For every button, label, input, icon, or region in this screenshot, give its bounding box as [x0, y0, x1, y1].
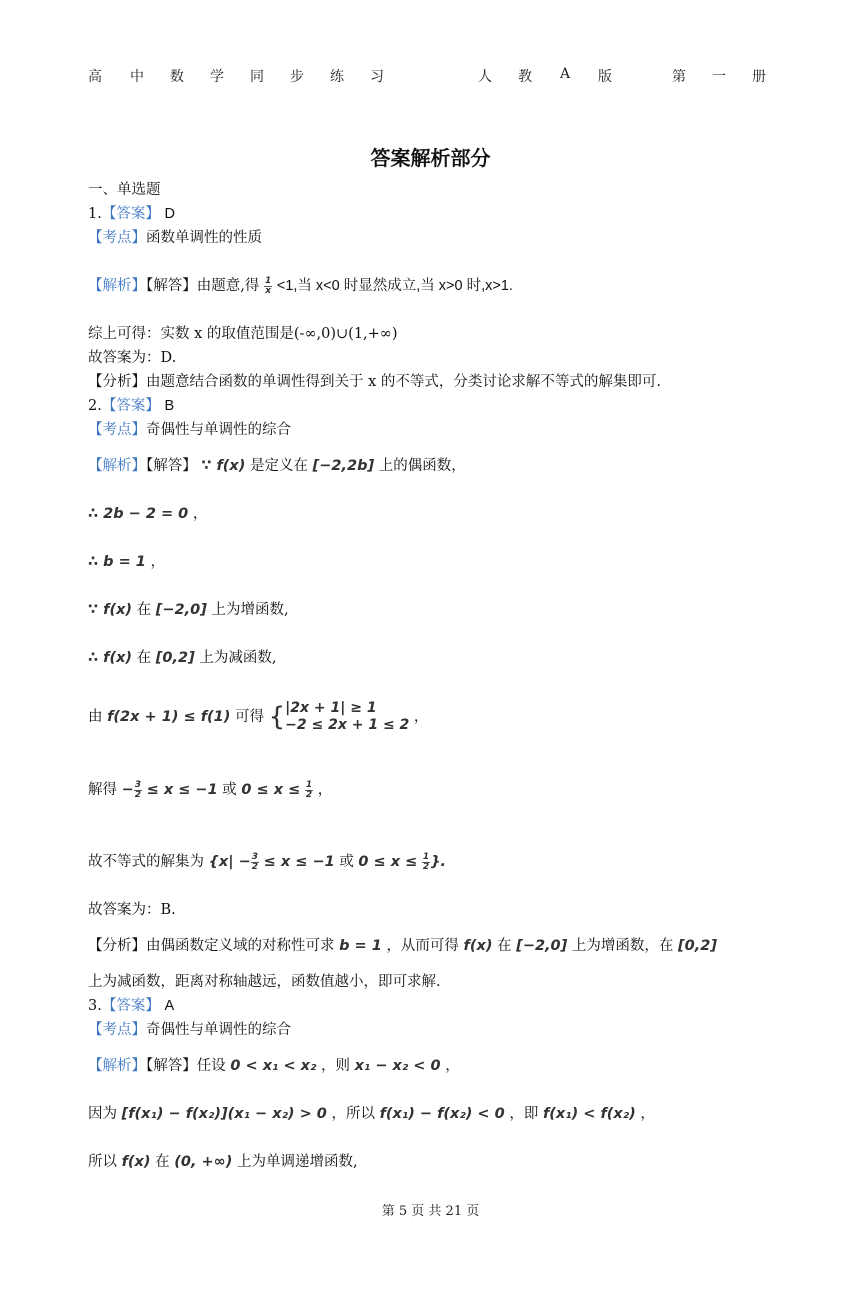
solution-tag: 【解答】	[146, 1058, 197, 1074]
section-heading: 一、单选题	[88, 182, 161, 198]
q1-analysis: 【分析】由题意结合函数的单调性得到关于 x 的不等式，分类讨论求解不等式的解集即可.	[88, 374, 662, 390]
text: 或	[339, 854, 354, 870]
q1-final-answer: 故答案为：D.	[88, 350, 177, 366]
analysis-tag: 【解析】	[88, 1058, 146, 1074]
math-expr: f(x)	[463, 938, 493, 954]
solution-tag: 【解答】	[146, 458, 197, 474]
math-expr: ∵ f(x)	[88, 602, 133, 618]
math-expr: [f(x₁) − f(x₂)](x₁ − x₂) > 0	[121, 1106, 327, 1122]
text: 在	[136, 602, 152, 618]
header-char: 高	[88, 69, 102, 85]
q1-sol-b: <1,当 x<0 时显然成立,当 x>0 时,x>1.	[276, 278, 513, 294]
math-expr: ≤ x ≤ −1	[146, 782, 218, 798]
text: ，所以	[331, 1106, 375, 1122]
header-char: 数	[170, 69, 184, 85]
math-expr: f(x₁) − f(x₂) < 0	[379, 1106, 505, 1122]
math-expr: [−2,0]	[155, 602, 207, 618]
header-char: 学	[210, 69, 224, 85]
math-expr: ∴ 2b − 2 = 0	[88, 506, 189, 522]
q2-final-answer: 故答案为：B.	[88, 902, 176, 918]
inequality-system: { |2x + 1| ≥ 1 −2 ≤ 2x + 1 ≤ 2	[268, 700, 410, 733]
q2-solution-line-6	[88, 700, 428, 734]
text: 在	[136, 650, 152, 666]
math-expr: ∴ f(x)	[88, 650, 133, 666]
q2-topic: 奇偶性与单调性的综合	[146, 422, 291, 438]
math-expr: 0 ≤ x ≤	[241, 782, 301, 798]
q3-topic-line	[88, 1020, 291, 1040]
text: ，则	[320, 1058, 350, 1074]
math-expr: b = 1	[339, 938, 382, 954]
q1-solution-line	[88, 276, 513, 296]
text: 在	[155, 1154, 170, 1170]
header-char: 版	[598, 69, 612, 85]
text: ，	[150, 554, 165, 570]
text: ，从而可得	[386, 938, 459, 954]
answer-tag: 【答案】	[101, 998, 160, 1014]
text: 上为增函数，在	[571, 938, 674, 954]
fraction-three-halves: $\frac{3}{2}$	[251, 851, 259, 872]
q3-number: 3.	[88, 998, 102, 1014]
header-char: 教	[518, 69, 532, 85]
text: ，	[413, 709, 429, 725]
answer-tag: 【答案】	[101, 206, 160, 222]
math-expr: [0,2]	[155, 650, 195, 666]
q2-answer-line	[88, 396, 174, 416]
analysis-tag: 【解析】	[88, 278, 146, 294]
analysis-tag: 【解析】	[88, 458, 146, 474]
q3-topic: 奇偶性与单调性的综合	[146, 1022, 291, 1038]
q2-solution-line-5	[88, 648, 276, 668]
page-title: 答案解析部分	[370, 146, 491, 170]
q2-solution-line-2	[88, 504, 207, 524]
q3-solution-line-2	[88, 1104, 655, 1124]
q1-answer-line	[88, 204, 175, 224]
q2-solution-line-1	[88, 456, 466, 476]
fraction-three-halves: $\frac{3}{2}$	[134, 779, 142, 800]
text: ，即	[509, 1106, 539, 1122]
q2-solution-line-4	[88, 600, 289, 620]
math-expr: 0 < x₁ < x₂	[230, 1058, 317, 1074]
header-char: 习	[370, 69, 384, 85]
q2-analysis-line-2: 上为减函数，距离对称轴越远，函数值越小，即可求解.	[88, 974, 441, 990]
q2-solution-line-7	[88, 780, 332, 800]
math-expr: ≤ x ≤ −1	[263, 854, 335, 870]
header-char: 中	[130, 69, 144, 85]
q2-solution-line-8	[88, 852, 446, 872]
header-char: 册	[752, 69, 766, 85]
q3-answer: A	[164, 998, 175, 1014]
math-expr: [0,2]	[678, 938, 717, 954]
header-char: 人	[478, 69, 492, 85]
text: ，	[445, 1058, 460, 1074]
q1-topic-line	[88, 228, 262, 248]
text: 上为单调递增函数,	[237, 1154, 358, 1170]
q2-number: 2.	[88, 398, 102, 414]
q3-solution-line-3	[88, 1152, 358, 1172]
text: 由	[88, 709, 103, 725]
q3-solution-line-1	[88, 1056, 460, 1076]
header-char: A	[560, 66, 571, 82]
text: 或	[222, 782, 237, 798]
text: 上为减函数,	[199, 650, 277, 666]
solution-tag: 【解答】	[146, 278, 197, 294]
topic-tag: 【考点】	[88, 422, 146, 438]
math-expr: (0, +∞)	[174, 1154, 233, 1170]
header-char: 练	[330, 69, 344, 85]
q1-range-line: 综上可得：实数 x 的取值范围是(-∞,0)∪(1,+∞)	[88, 326, 398, 342]
math-expr: ∵ f(x)	[201, 458, 246, 474]
math-expr: }.	[430, 854, 447, 870]
text: ，	[317, 782, 333, 798]
header-char: 同	[250, 69, 264, 85]
q1-answer: D	[164, 206, 175, 222]
header-char: 一	[712, 69, 726, 85]
fraction-one-half: $\frac{1}{2}$	[422, 851, 430, 872]
text: 上的偶函数，	[378, 458, 466, 474]
q2-solution-line-3	[88, 552, 165, 572]
math-expr: f(x₁) < f(x₂)	[542, 1106, 636, 1122]
page-footer: 第 5 页 共 21 页	[381, 1204, 480, 1219]
topic-tag: 【考点】	[88, 230, 146, 246]
math-expr: x₁ − x₂ < 0	[354, 1058, 441, 1074]
q2-analysis-line-1	[88, 936, 717, 956]
q2-answer: B	[164, 398, 175, 414]
text: 是定义在	[250, 458, 309, 474]
math-expr: [−2,0]	[516, 938, 568, 954]
header-char: 第	[672, 69, 686, 85]
text: 【分析】由偶函数定义域的对称性可求	[88, 938, 335, 954]
text: 在	[497, 938, 512, 954]
math-expr: {x| −	[208, 854, 251, 870]
q1-sol-a: 由题意,得	[196, 278, 260, 294]
q1-topic: 函数单调性的性质	[146, 230, 262, 246]
text: 解得	[88, 782, 117, 798]
text: ，	[192, 506, 208, 522]
text: 上为增函数,	[211, 602, 289, 618]
fraction-one-half: $\frac{1}{2}$	[305, 779, 313, 800]
text: 所以	[88, 1154, 117, 1170]
answer-tag: 【答案】	[101, 398, 160, 414]
math-expr: 0 ≤ x ≤	[358, 854, 418, 870]
q1-number: 1.	[88, 206, 102, 222]
text: 任设	[196, 1058, 226, 1074]
topic-tag: 【考点】	[88, 1022, 146, 1038]
math-expr: ∴ b = 1	[88, 554, 146, 570]
q2-topic-line	[88, 420, 291, 440]
math-expr: f(x)	[121, 1154, 151, 1170]
text: 故不等式的解集为	[88, 854, 204, 870]
math-expr: f(2x + 1) ≤ f(1)	[107, 709, 231, 725]
math-expr: [−2,2b]	[312, 458, 375, 474]
text: 可得	[234, 709, 264, 725]
header-char: 步	[290, 69, 304, 85]
text: ，	[640, 1106, 655, 1122]
fraction-one-over-x: $\frac{1}{x}$	[264, 275, 272, 296]
text: 因为	[88, 1106, 117, 1122]
math-expr: −	[121, 782, 134, 798]
q3-answer-line	[88, 996, 174, 1016]
